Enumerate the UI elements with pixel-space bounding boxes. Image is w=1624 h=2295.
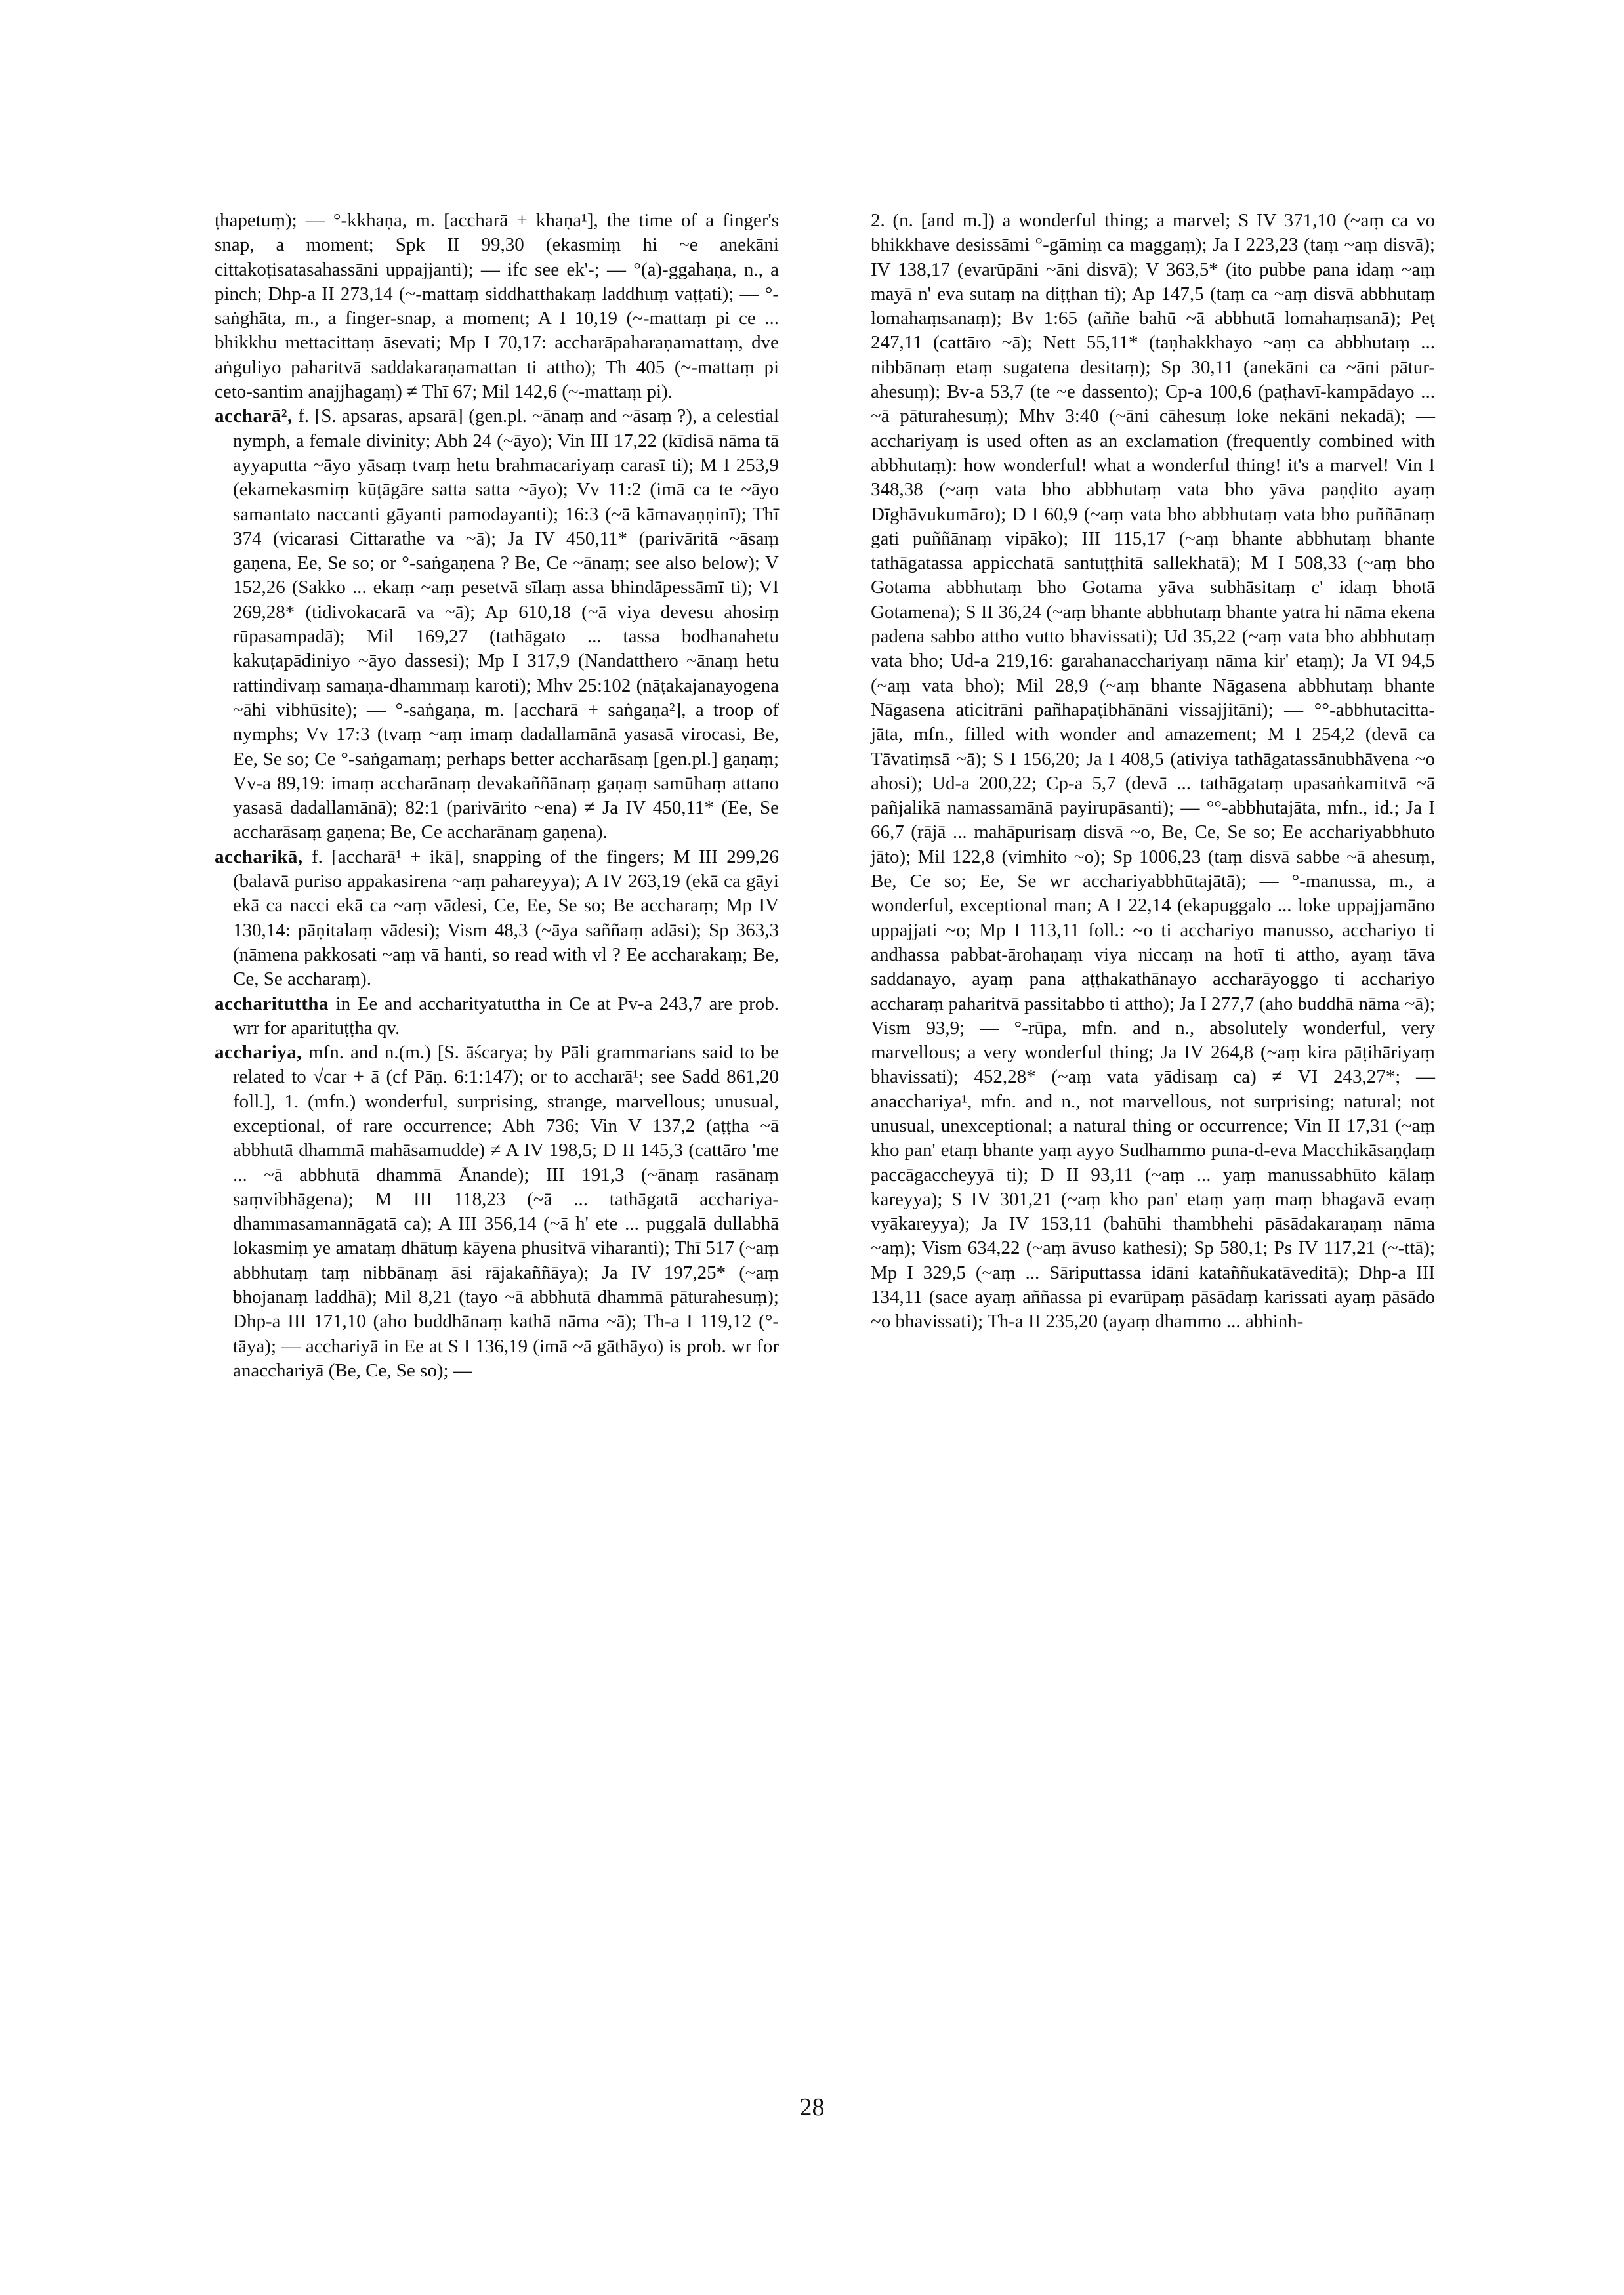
entry-body: mfn. and n.(m.) [S. āścarya; by Pāli grammarians said to be related to √car + ā (cf Pāṇ. 6:1:147); or to accharā¹; see Sadd 861,20 foll.], 1. (mfn.) wonderful, surprising, strange, marvellous; unusual, exceptional, of rare occurrence; Abh 736; Vin V 137,2 (aṭṭha ~ā abbhutā dhammā mahāsamudde) ≠ A IV 198,5; D II 145,3 (cattāro 'me ... ~ā abbhutā dhammā Ānande); III 191,3 (~ānaṃ rasānaṃ saṃvibhāgena); M III 118,23 (~ā ... tathāgatā acchariya-dhammasamannāgatā ca); A III 356,14 (~ā h' ete ... puggalā dullabhā lokasmiṃ ye amataṃ dhātuṃ kāyena phusitvā viharanti); Thī 517 (~aṃ abbhutaṃ taṃ nibbānaṃ āsi rājakaññāya); Ja IV 197,25* (~aṃ bhojanaṃ laddhā); Mil 8,21 (tayo ~ā abbhutā dhammā pāturahesuṃ); Dhp-a III 171,10 (aho buddhānaṃ kathā nāma ~ā); Th-a I 119,12 (°-tāya); — acchariyā in Ee at S I 136,19 (imā ~ā gāthāyo) is prob. wr for anacchariyā (Be, Ce, Se so); — <box>233 1042 780 1381</box>
dictionary-entry <box>215 1041 779 1383</box>
right-column <box>871 209 1435 1334</box>
entry-body: f. [accharā¹ + ikā], snapping of the fingers; M III 299,26 (balavā puriso appakasirena ~aṃ pahareyya); A IV 263,19 (ekā ca gāyi ekā ca nacci ekā ca ~aṃ vādesi, Ce, Ee, Se so; Be accharaṃ; Mp IV 130,14: pāṇitalaṃ vādesi); Vism 48,3 (~āya saññaṃ adāsi); Sp 363,3 (nāmena pakkosati ~aṃ vā hanti, so read with vl ? Ee accharakaṃ; Be, Ce, Se accharaṃ). <box>233 846 780 990</box>
entry-body: f. [S. apsaras, apsarā] (gen.pl. ~ānaṃ and ~āsaṃ ?), a celestial nymph, a female divinity; Abh 24 (~āyo); Vin III 17,22 (kīdisā nāma tā ayyaputta ~āyo yāsaṃ tvaṃ hetu brahmacariyaṃ carasī ti); M I 253,9 (ekamekasmiṃ kūṭāgāre satta satta ~āyo); Vv 11:2 (imā ca te ~āyo samantato naccanti gāyanti pamodayanti); 16:3 (~ā kāmavaṇṇinī); Thī 374 (vicarasi Cittarathe va ~ā); Ja IV 450,11* (parivāritā ~āsaṃ gaṇena, Ee, Se so; or °-saṅgaṇena ? Be, Ce ~ānaṃ; see also below); V 152,26 (Sakko ... ekaṃ ~aṃ pesetvā sīlaṃ assa bhindāpessāmī ti); VI 269,28* (tidivokacarā va ~ā); Ap 610,18 (~ā viya devesu ahosiṃ rūpasampadā); Mil 169,27 (tathāgato ... tassa bodhanahetu kakuṭapādiniyo ~āyo dassesi); Mp I 317,9 (Nandatthero ~ānaṃ hetu rattindivaṃ samaṇa-dhammaṃ karoti); Mhv 25:102 (nāṭakajanayogena ~āhi vibhūsite); — °-saṅgaṇa, m. [accharā + saṅgaṇa²], a troop of nymphs; Vv 17:3 (tvaṃ ~aṃ imaṃ dadallamānā yasasā virocasi, Be, Ee, Se so; Ce °-saṅgamaṃ; perhaps better accharāsaṃ [gen.pl.] gaṇaṃ; Vv-a 89,19: imaṃ accharānaṃ devakaññānaṃ gaṇaṃ samūhaṃ attano yasasā dadallamānā); 82:1 (parivārito ~ena) ≠ Ja IV 450,11* (Ee, Se accharāsaṃ gaṇena; Be, Ce accharānaṃ gaṇena). <box>233 405 780 843</box>
continuation-paragraph: ṭhapetuṃ); — °-kkhaṇa, m. [accharā + khaṇa¹], the time of a finger's snap, a moment; Spk II 99,30 (ekasmiṃ hi ~e anekāni cittakoṭisatasahassāni uppajjanti); — ifc see ek'-; — °(a)-ggahaṇa, n., a pinch; Dhp-a II 273,14 (~-mattaṃ siddhatthakaṃ laddhuṃ vaṭṭati); — °-saṅghāta, m., a finger-snap, a moment; A I 10,19 (~-mattaṃ pi ce ... bhikkhu mettacittaṃ āsevati; Mp I 70,17: accharāpaharaṇamattaṃ, dve aṅguliyo paharitvā saddakaraṇamattan ti attho); Th 405 (~-mattaṃ pi ceto-santim anajjhagaṃ) ≠ Thī 67; Mil 142,6 (~-mattaṃ pi). <box>215 210 779 403</box>
left-column <box>215 209 779 1383</box>
entry-headword: accharā², <box>215 405 293 427</box>
dictionary-entry <box>215 845 779 992</box>
continuation-paragraph: 2. (n. [and m.]) a wonderful thing; a marvel; S IV 371,10 (~aṃ ca vo bhikkhave desissāmi °-gāmiṃ ca maggaṃ); Ja I 223,23 (taṃ ~aṃ disvā); IV 138,17 (evarūpāni ~āni disvā); V 363,5* (ito pubbe pana idaṃ ~aṃ mayā n' eva sutaṃ na diṭṭhan ti); Ap 147,5 (taṃ ca ~aṃ disvā abbhutaṃ lomahaṃsanaṃ); Bv 1:65 (aññe bahū ~ā abbhutā lomahaṃsanā); Peṭ 247,11 (cattāro ~ā); Nett 55,11* (taṇhakkhayo ~aṃ ca abbhutaṃ ... nibbānaṃ etaṃ sugatena desitaṃ); Sp 30,11 (anekāni ca ~āni pātur-ahesuṃ); Bv-a 53,7 (te ~e dassento); Cp-a 100,6 (paṭhavī-kampādayo ... ~ā pāturahesuṃ); Mhv 3:40 (~āni cāhesuṃ loke nekāni nekadā); — acchariyaṃ is used often as an exclamation (frequently combined with abbhutaṃ): how wonderful! what a wonderful thing! it's a marvel! Vin I 348,38 (~aṃ vata bho abbhutaṃ vata bho yāva paṇḍito ayaṃ Dīghāvukumāro); D I 60,9 (~aṃ vata bho abbhutaṃ vata bho puññānaṃ gati puññānaṃ vipāko); III 115,17 (~aṃ bhante abbhutaṃ bhante tathāgatassa appicchatā santuṭṭhitā sallekhatā); M I 508,33 (~aṃ bho Gotama abbhutaṃ bho Gotama yāva subhāsitaṃ c' idaṃ bhotā Gotamena); S II 36,24 (~aṃ bhante abbhutaṃ bhante yatra hi nāma ekena padena sabbo attho vutto bhavissati); Ud 35,22 (~aṃ vata bho abbhutaṃ vata bho; Ud-a 219,16: garahanacchariyaṃ nāma kir' etaṃ); Ja VI 94,5 (~aṃ vata bho); Mil 28,9 (~aṃ bhante Nāgasena abbhutaṃ bhante Nāgasena aticitrāni pañhapaṭibhānāni vissajjitāni); — °°-abbhutacitta-jāta, mfn., filled with wonder and amazement; M I 254,2 (devā ca Tāvatiṃsā ~ā); S I 156,20; Ja I 408,5 (ativiya tathāgatassānubhāvena ~o ahosi); Ud-a 200,22; Cp-a 5,7 (devā ... tathāgataṃ upasaṅkamitvā ~ā pañjalikā namassamānā payirupāsanti); — °°-abbhutajāta, mfn., id.; Ja I 66,7 (rājā ... mahāpurisaṃ disvā ~o, Be, Ce, Se so; Ee acchariyabbhuto jāto); Mil 122,8 (vimhito ~o); Sp 1006,23 (taṃ disvā sabbe ~ā ahesuṃ, Be, Ce so; Ee, Se wr acchariyabbhūtajātā); — °-manussa, m., a wonderful, exceptional man; A I 22,14 (ekapuggalo ... loke uppajjamāno uppajjati ~o; Mp I 113,11 foll.: ~o ti acchariyo manusso, acchariyo ti andhassa pabbat-ārohaṇaṃ viya niccaṃ na hotī ti attho, ayaṃ tāva saddanayo, ayaṃ pana aṭṭhakathānayo accharāyoggo ti acchariyo accharaṃ paharitvā passitabbo ti attho); Ja I 277,7 (aho buddhā nāma ~ā); Vism 93,9; — °-rūpa, mfn. and n., absolutely wonderful, very marvellous; a very wonderful thing; Ja IV 264,8 (~aṃ kira pāṭihāriyaṃ bhavissati); 452,28* (~aṃ vata yādisaṃ ca) ≠ VI 243,27*; — anacchariya¹, mfn. and n., not marvellous, not surprising; natural; not unusual, unexceptional; a natural thing or occurrence; Vin II 17,31 (~aṃ kho pan' etaṃ bhante yaṃ ayyo Sudhammo puna-d-eva Macchikāsaṇḍaṃ paccāgaccheyyā ti); D II 93,11 (~aṃ ... yaṃ manussabhūto kālaṃ kareyya); S IV 301,21 (~aṃ kho pan' etaṃ yaṃ maṃ bhagavā evaṃ vyākareyya); Ja IV 153,11 (bahūhi thambhehi pāsādakaraṇaṃ nāma ~aṃ); Vism 634,22 (~aṃ āvuso kathesi); Sp 580,1; Ps IV 117,21 (~-ttā); Mp I 329,5 (~aṃ ... Sāriputtassa idāni kataññukatāveditā); Dhp-a III 134,11 (sace ayaṃ aññassa pi evarūpaṃ pāsādaṃ karissati ayaṃ pāsādo ~o bhavissati); Th-a II 235,20 (ayaṃ dhammo ... abhinh- <box>871 210 1435 1333</box>
entry-headword: acchariya, <box>215 1042 302 1064</box>
dictionary-entry <box>215 992 779 1041</box>
entry-headword: accharituttha <box>215 993 329 1014</box>
entry-body: in Ee and accharityatuttha in Ce at Pv-a 243,7 are prob. wrr for aparituṭṭha qv. <box>233 993 780 1039</box>
entry-headword: accharikā, <box>215 846 303 867</box>
dictionary-entry <box>215 404 779 844</box>
page-number: 28 <box>799 2094 825 2121</box>
